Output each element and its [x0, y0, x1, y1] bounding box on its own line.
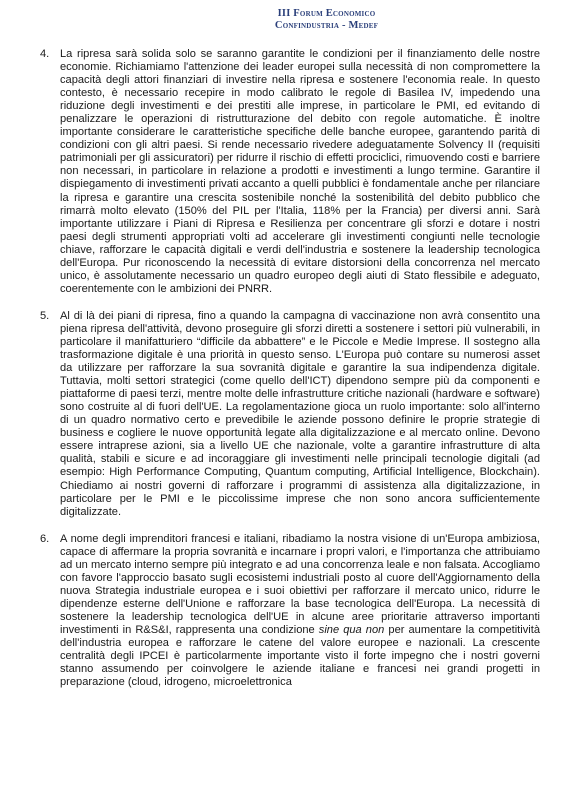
paragraph-text: per aumentare la competitività dell'industria europea e rafforzare le catene del valore europee e nazionali. La crescente centralità degli IPCEI è particolarmente importante visto il forte impegno che i nostri governi stanno assumendo per coinvolgere le aziende italiane e francesi nei grandi progetti in preparazione (cloud, idrogeno, microelettronica [60, 623, 540, 689]
header-forum-title: III Forum Economico [277, 8, 376, 19]
item-number: 4. [40, 48, 50, 60]
list-item [40, 310, 540, 519]
header-organizations: Confindustria - Medef [274, 20, 379, 31]
item-paragraph: La ripresa sarà solida solo se saranno garantite le condizioni per il finanziamento delle nostre economie. Richiamiamo l'attenzione dei leader europei sulla necessità di non compromettere la capacità degli attori finanziari di investire nella ripresa e sostenere l'economia reale. In questo contesto, è necessario recepire in modo calibrato le regole di Basilea IV, impedendo una riduzione degli investimenti e dei prestiti alle imprese, in particolare le PMI, ed evitando di penalizzare le operazioni di ristrutturazione del debito con regole automatiche. È inoltre importante considerare le caratteristiche specifiche delle banche europee, garantendo parità di condizioni con gli altri paesi. Si rende necessario rivedere adeguatamente Solvency II (requisiti patrimoniali per gli assicuratori) per ridurre il rischio di effetti prociclici, rimuovendo costi e barriere non necessari, in particolare in relazione a prodotti e investimenti a lungo termine. Garantire il dispiegamento di investimenti privati accanto a quelli pubblici è fondamentale anche per rilanciare la ripresa e garantire una crescita sostenibile nonché la sostenibilità del debito pubblico che rimarrà molto elevato (150% del PIL per l'Italia, 118% per la Francia) per diversi anni. Sarà importante utilizzare i Piani di Ripresa e Resilienza per concentrare gli sforzi e dotare i nostri paesi degli strumenti appropriati volti ad accelerare gli investimenti congiunti nelle tecnologie chiave, rafforzare le capacità digitali e verdi dell'industria e sostenere la leadership tecnologica dell'Europa. Pur riconoscendo la necessità di evitare distorsioni della concorrenza nel mercato unico, è assolutamente necessario un quadro europeo degli aiuti di Stato flessibile e adeguato, coerentemente con le ambizioni dei PNRR. [60, 48, 540, 295]
item-number: 6. [40, 532, 50, 545]
item-paragraph [60, 533, 540, 690]
item-paragraph: Al di là dei piani di ripresa, fino a quando la campagna di vaccinazione non avrà consentito una piena ripresa dell'attività, devono proseguire gli sforzi diretti a sostenere i settori più vulnerabili, in particolare il manifatturiero “difficile da abbattere” e le Piccole e Medie Imprese. Il sostegno alla trasformazione digitale è una priorità in questo senso. L'Europa può contare su numerosi asset da utilizzare per rafforzare la sua sovranità digitale e garantire la sua indipendenza digitale. Tuttavia, molti settori strategici (come quello dell'ICT) dipendono sempre più da componenti e piattaforme di paesi terzi, mentre molte delle infrastrutture critiche nazionali (hardware e software) sono costruite al di fuori dell'UE. La regolamentazione gioca un ruolo importante: solo all'interno di un quadro normativo certo e prevedibile le aziende possono definire le proprie strategie di business e cogliere le nuove opportunità legate alla digitalizzazione e al mercato online. Devono essere intraprese azioni, sia a livello UE che nazionale, volte a garantire infrastrutture di alta qualità, stabili e sicure e ad incoraggiare gli investimenti nelle principali tecnologie digitali (ad esempio: High Performance Computing, Quantum computing, Artificial Intelligence, Blockchain). Chiediamo ai nostri governi di rafforzare i programmi di assistenza alla digitalizzazione, in particolare per le PMI e le piccolissime imprese che non sono ancora sufficientemente digitalizzate. [60, 309, 540, 518]
page-header [0, 8, 575, 32]
document-body [40, 48, 540, 703]
list-item [40, 533, 540, 690]
latin-phrase: sine qua non [318, 623, 385, 636]
item-number: 5. [40, 309, 50, 322]
paragraph-text: A nome degli imprenditori francesi e italiani, ribadiamo la nostra visione di un'Europa ambiziosa, capace di affermare la propria sovranità e incarnare i propri valori, e l'importanza che attribuiamo ad un mercato interno sempre più integrato e ad una concorrenza leale e non falsata. Accogliamo con favore l'approccio basato sugli ecosistemi industriali posto al cuore dell'Aggiornamento della nuova Strategia industriale europea e i suoi obiettivi per rafforzare il mercato unico, ridurre le dipendenze esterne dell'Unione e rafforzare la base tecnologica dell'Europa. La necessità di sostenere la leadership tecnologica dell'UE in alcune aree prioritarie attraverso importanti investimenti in R&S&I, rappresenta una condizione [60, 532, 540, 636]
list-item [40, 48, 540, 296]
